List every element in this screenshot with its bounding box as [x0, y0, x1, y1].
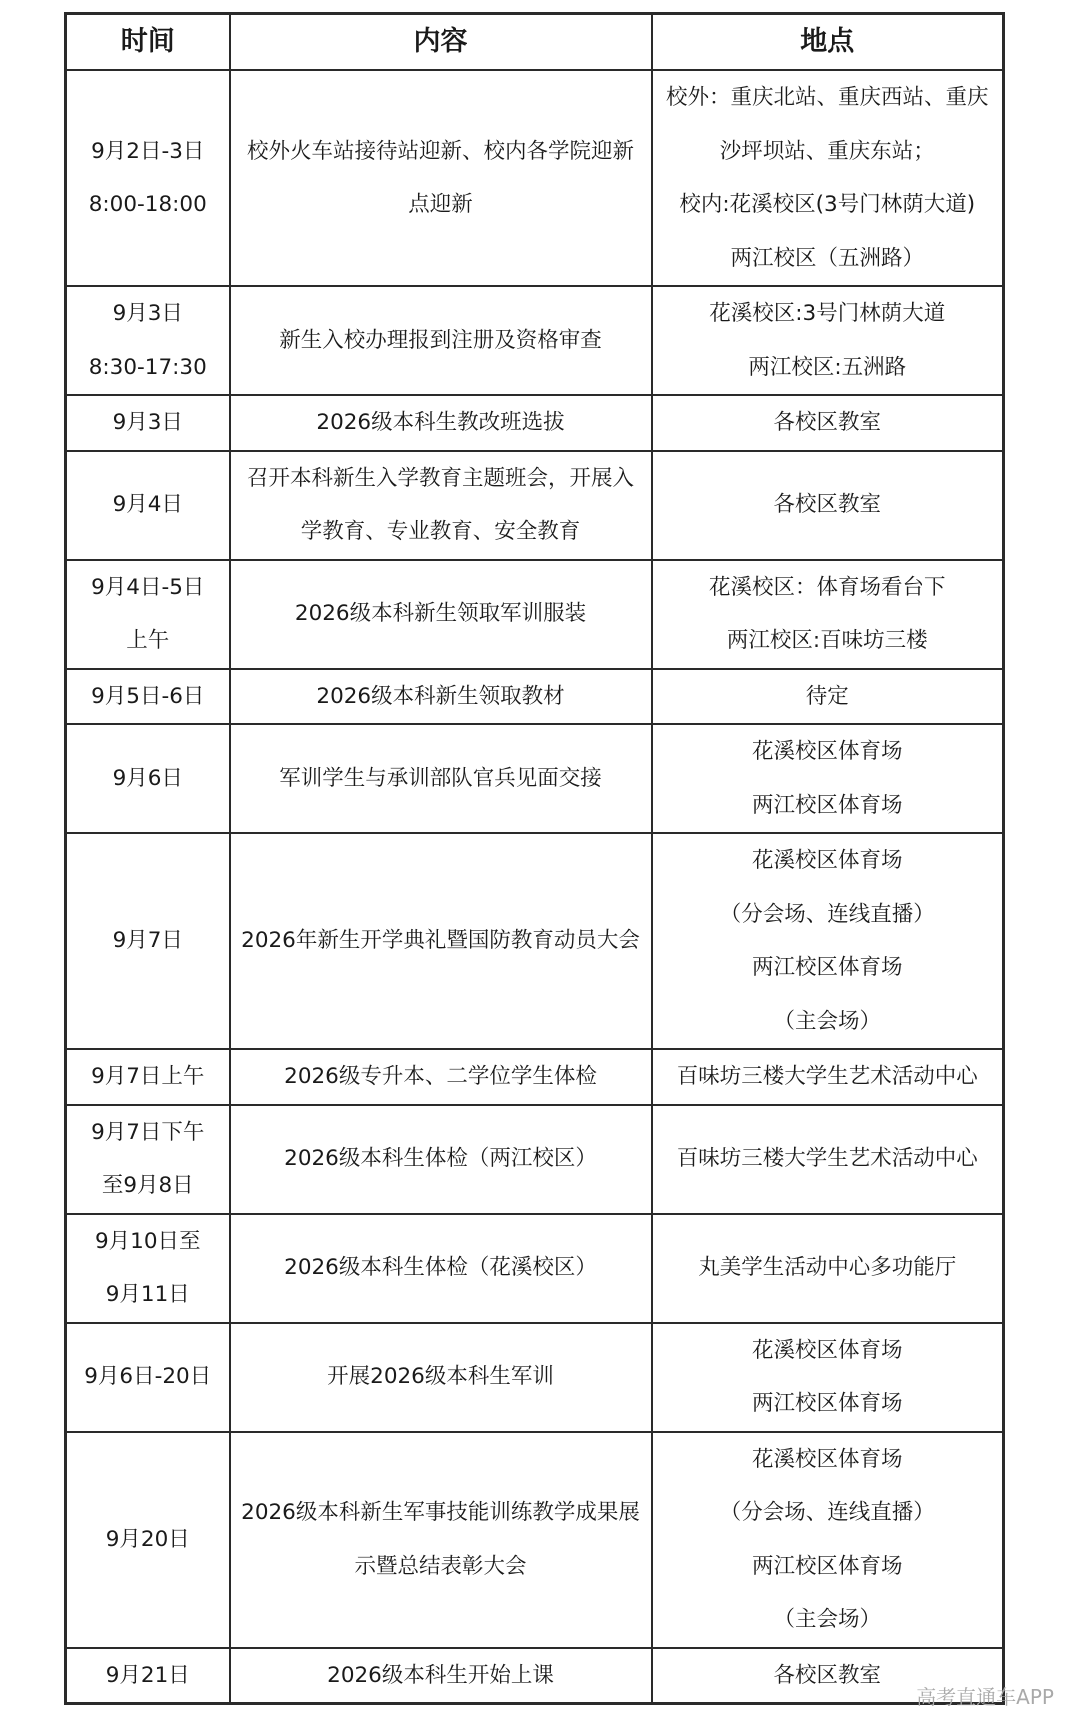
cell-content: 新生入校办理报到注册及资格审查 — [230, 286, 652, 395]
cell-content: 2026级本科生体检（花溪校区） — [230, 1214, 652, 1323]
table-row — [66, 286, 1004, 395]
cell-content: 2026级专升本、二学位学生体检 — [230, 1049, 652, 1105]
table-row — [66, 833, 1004, 1049]
table-header — [66, 14, 1004, 71]
schedule-table — [64, 12, 1005, 1705]
watermark: 高考直通车APP — [916, 1685, 1054, 1709]
table-row — [66, 451, 1004, 560]
cell-place: 丸美学生活动中心多功能厅 — [652, 1214, 1004, 1323]
cell-time: 9月3日 8:30-17:30 — [66, 286, 230, 395]
cell-time: 9月3日 — [66, 395, 230, 451]
table-body — [66, 70, 1004, 1704]
table-row — [66, 669, 1004, 725]
cell-content: 开展2026级本科生军训 — [230, 1323, 652, 1432]
table-row — [66, 1323, 1004, 1432]
cell-place: 校外：重庆北站、重庆西站、重庆沙坪坝站、重庆东站； 校内:花溪校区(3号门林荫大道) 两江校区（五洲路） — [652, 70, 1004, 286]
table-row — [66, 560, 1004, 669]
cell-place: 花溪校区体育场 两江校区体育场 — [652, 724, 1004, 833]
cell-place: 各校区教室 — [652, 451, 1004, 560]
cell-place: 花溪校区:3号门林荫大道 两江校区:五洲路 — [652, 286, 1004, 395]
cell-time: 9月20日 — [66, 1432, 230, 1648]
cell-place: 花溪校区：体育场看台下 两江校区:百味坊三楼 — [652, 560, 1004, 669]
cell-place: 花溪校区体育场 两江校区体育场 — [652, 1323, 1004, 1432]
cell-content: 军训学生与承训部队官兵见面交接 — [230, 724, 652, 833]
table-row — [66, 1214, 1004, 1323]
cell-content: 2026年新生开学典礼暨国防教育动员大会 — [230, 833, 652, 1049]
cell-time: 9月10日至 9月11日 — [66, 1214, 230, 1323]
cell-time: 9月6日 — [66, 724, 230, 833]
table-row — [66, 70, 1004, 286]
cell-content: 2026级本科新生领取教材 — [230, 669, 652, 725]
cell-time: 9月7日下午 至9月8日 — [66, 1105, 230, 1214]
cell-content: 召开本科新生入学教育主题班会，开展入学教育、专业教育、安全教育 — [230, 451, 652, 560]
cell-content: 2026级本科生教改班选拔 — [230, 395, 652, 451]
cell-place: 百味坊三楼大学生艺术活动中心 — [652, 1049, 1004, 1105]
table-row — [66, 395, 1004, 451]
cell-time: 9月2日-3日 8:00-18:00 — [66, 70, 230, 286]
header-row — [66, 14, 1004, 71]
cell-place: 待定 — [652, 669, 1004, 725]
table-row — [66, 1432, 1004, 1648]
cell-place: 百味坊三楼大学生艺术活动中心 — [652, 1105, 1004, 1214]
table-row — [66, 1105, 1004, 1214]
cell-content: 2026级本科生体检（两江校区） — [230, 1105, 652, 1214]
table-row — [66, 1049, 1004, 1105]
table-row — [66, 724, 1004, 833]
cell-time: 9月4日-5日 上午 — [66, 560, 230, 669]
cell-time: 9月21日 — [66, 1648, 230, 1704]
cell-time: 9月4日 — [66, 451, 230, 560]
cell-place: 花溪校区体育场 （分会场、连线直播） 两江校区体育场 （主会场） — [652, 1432, 1004, 1648]
header-content: 内容 — [230, 14, 652, 71]
cell-content: 2026级本科生开始上课 — [230, 1648, 652, 1704]
cell-place: 各校区教室 — [652, 395, 1004, 451]
cell-time: 9月7日 — [66, 833, 230, 1049]
cell-content: 2026级本科新生军事技能训练教学成果展示暨总结表彰大会 — [230, 1432, 652, 1648]
cell-content: 2026级本科新生领取军训服装 — [230, 560, 652, 669]
cell-content: 校外火车站接待站迎新、校内各学院迎新点迎新 — [230, 70, 652, 286]
table-row — [66, 1648, 1004, 1704]
cell-time: 9月5日-6日 — [66, 669, 230, 725]
cell-time: 9月6日-20日 — [66, 1323, 230, 1432]
cell-time: 9月7日上午 — [66, 1049, 230, 1105]
cell-place: 花溪校区体育场 （分会场、连线直播） 两江校区体育场 （主会场） — [652, 833, 1004, 1049]
cell-place: 各校区教室 — [652, 1648, 1004, 1704]
header-time: 时间 — [66, 14, 230, 71]
header-place: 地点 — [652, 14, 1004, 71]
